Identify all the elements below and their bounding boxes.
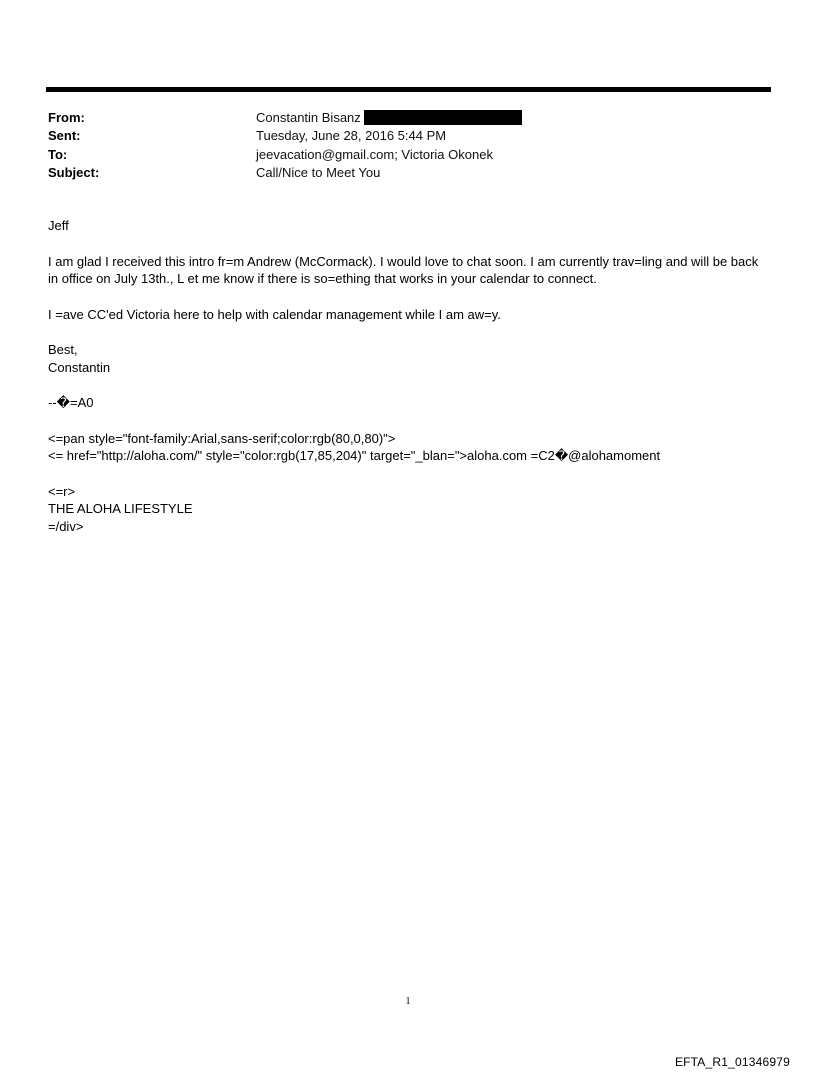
bates-number: EFTA_R1_01346979 <box>674 1055 790 1069</box>
redaction-box <box>364 110 522 125</box>
from-row <box>48 108 748 127</box>
sender-name: Constantin Bisanz <box>256 109 361 125</box>
html-remnant-1: <=pan style="font-family:Arial,sans-serif;color:rgb(80,0,80)"> <box>48 430 396 446</box>
paragraph-2: I =ave CC'ed Victoria here to help with calendar management while I am aw=y. <box>48 306 501 322</box>
html-remnant-4: =/div> <box>48 518 84 534</box>
signature-separator: --�=A0 <box>48 395 94 410</box>
tagline: THE ALOHA LIFESTYLE <box>48 501 193 516</box>
from-label: From: <box>48 109 85 125</box>
sent-label: Sent: <box>48 128 81 144</box>
email-body <box>48 217 768 535</box>
greeting: Jeff <box>48 218 69 233</box>
from-value <box>256 110 522 125</box>
sent-row <box>48 127 748 146</box>
signature-name: Constantin <box>48 359 111 375</box>
closing: Best, <box>48 342 78 357</box>
html-remnant-3: <=r> <box>48 483 76 499</box>
subject-value: Call/Nice to Meet You <box>256 165 381 181</box>
to-label: To: <box>48 146 68 162</box>
subject-label: Subject: <box>48 165 100 181</box>
to-value: jeevacation@gmail.com; Victoria Okonek <box>256 146 493 162</box>
page-number: 1 <box>405 996 411 1007</box>
to-row <box>48 145 748 164</box>
email-header <box>48 108 748 182</box>
subject-row <box>48 164 748 183</box>
html-remnant-2: <= href="http://aloha.com/" style="color:rgb(17,85,204)" target="_blan=">aloha.com =C2�@alohamoment <box>48 448 661 463</box>
paragraph-1: I am glad I received this intro fr=m Andrew (McCormack). I would love to chat soon. I am currently trav=ling and will be back in office on July 13th., L et me know if there is so=ething that works in your calendar to connect. <box>48 253 759 286</box>
header-rule <box>46 87 771 92</box>
sent-value: Tuesday, June 28, 2016 5:44 PM <box>256 128 447 144</box>
